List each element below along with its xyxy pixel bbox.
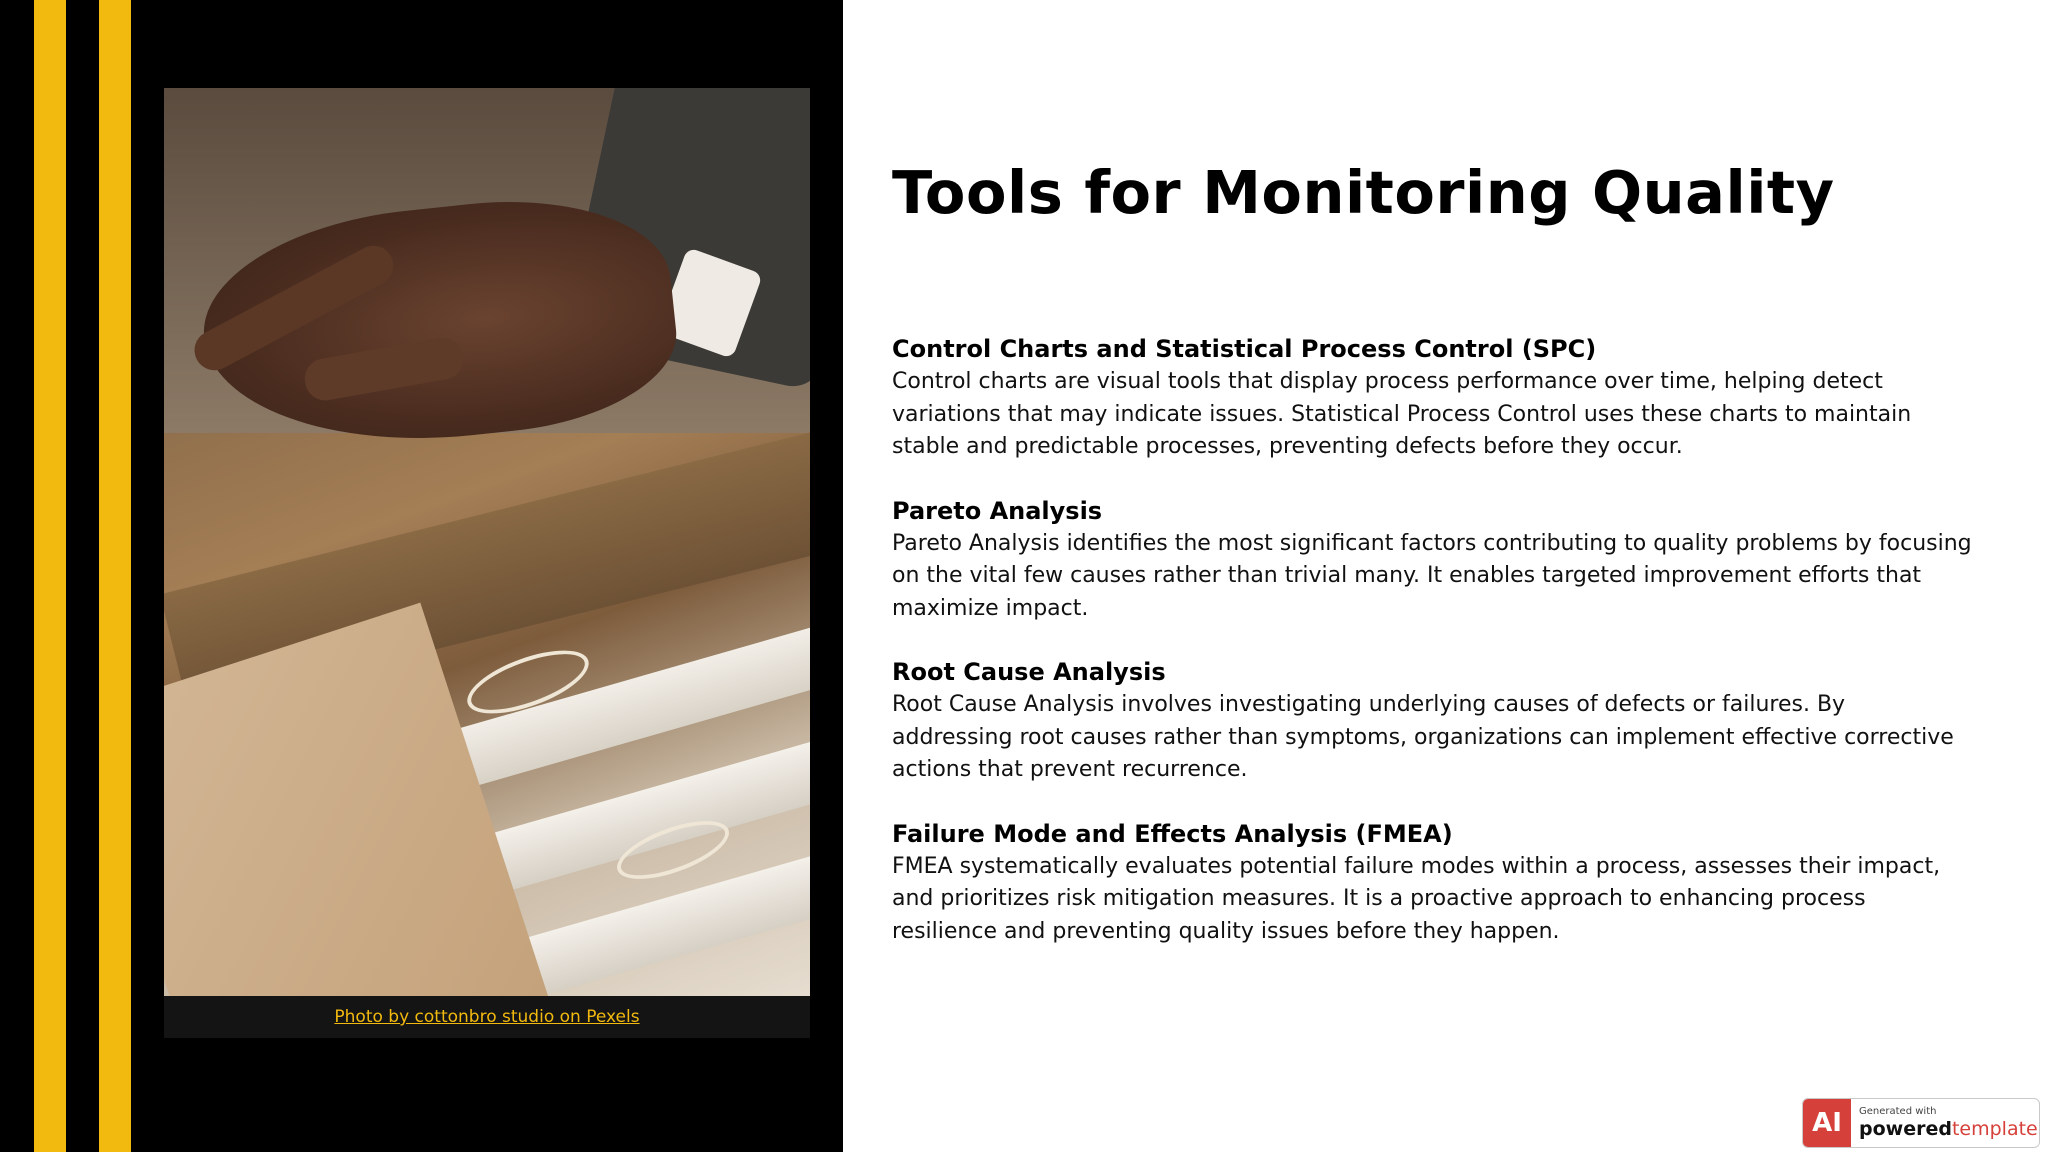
section-body: Control charts are visual tools that display process performance over time, helping detect variations that may indicate issues. Statistical Process Control uses these charts to maintain stable and predictable processes, preventing defects before they occur. [892, 369, 1912, 459]
slide-title: Tools for Monitoring Quality [892, 158, 1835, 227]
badge-text [1851, 1106, 2038, 1140]
section-body: FMEA systematically evaluates potential failure modes within a process, assesses their impact, and prioritizes risk mitigation measures. It is a proactive approach to enhancing process resilience and preventing quality issues before they happen. [892, 853, 1941, 944]
slide-content [892, 333, 1972, 979]
section-heading: Failure Mode and Effects Analysis (FMEA) [892, 819, 1453, 848]
section-heading: Pareto Analysis [892, 496, 1103, 525]
section-heading: Root Cause Analysis [892, 658, 1166, 686]
badge-brand-name [1859, 1118, 2038, 1140]
section-heading: Control Charts and Statistical Process Control (SPC) [892, 335, 1597, 363]
photo-caption-bar [164, 996, 810, 1038]
ai-logo-icon: AI [1803, 1099, 1851, 1147]
section-control-charts [892, 333, 1972, 464]
section-body: Root Cause Analysis involves investigating underlying causes of defects or failures. By addressing root causes rather than symptoms, organizations can implement effective corrective actions that prevent recurrence. [892, 692, 1954, 782]
badge-caption: Generated with [1859, 1106, 1937, 1117]
photo-credit-link[interactable]: Photo by cottonbro studio on Pexels [334, 1007, 640, 1027]
badge-brand-part1: powered [1859, 1118, 1952, 1140]
section-body: Pareto Analysis identifies the most significant factors contributing to quality problems by focusing on the vital few causes rather than trivial many. It enables targeted improvement efforts that maximize impact. [892, 530, 1972, 621]
slide-photo [164, 88, 810, 996]
generated-with-badge[interactable] [1802, 1098, 2040, 1148]
accent-stripe-right [99, 0, 131, 1152]
section-fmea [892, 818, 1972, 949]
section-pareto-analysis [892, 495, 1972, 626]
badge-brand-part2: template [1951, 1118, 2038, 1140]
left-panel [0, 0, 843, 1152]
accent-stripe-left [34, 0, 66, 1152]
section-root-cause-analysis [892, 656, 1972, 787]
